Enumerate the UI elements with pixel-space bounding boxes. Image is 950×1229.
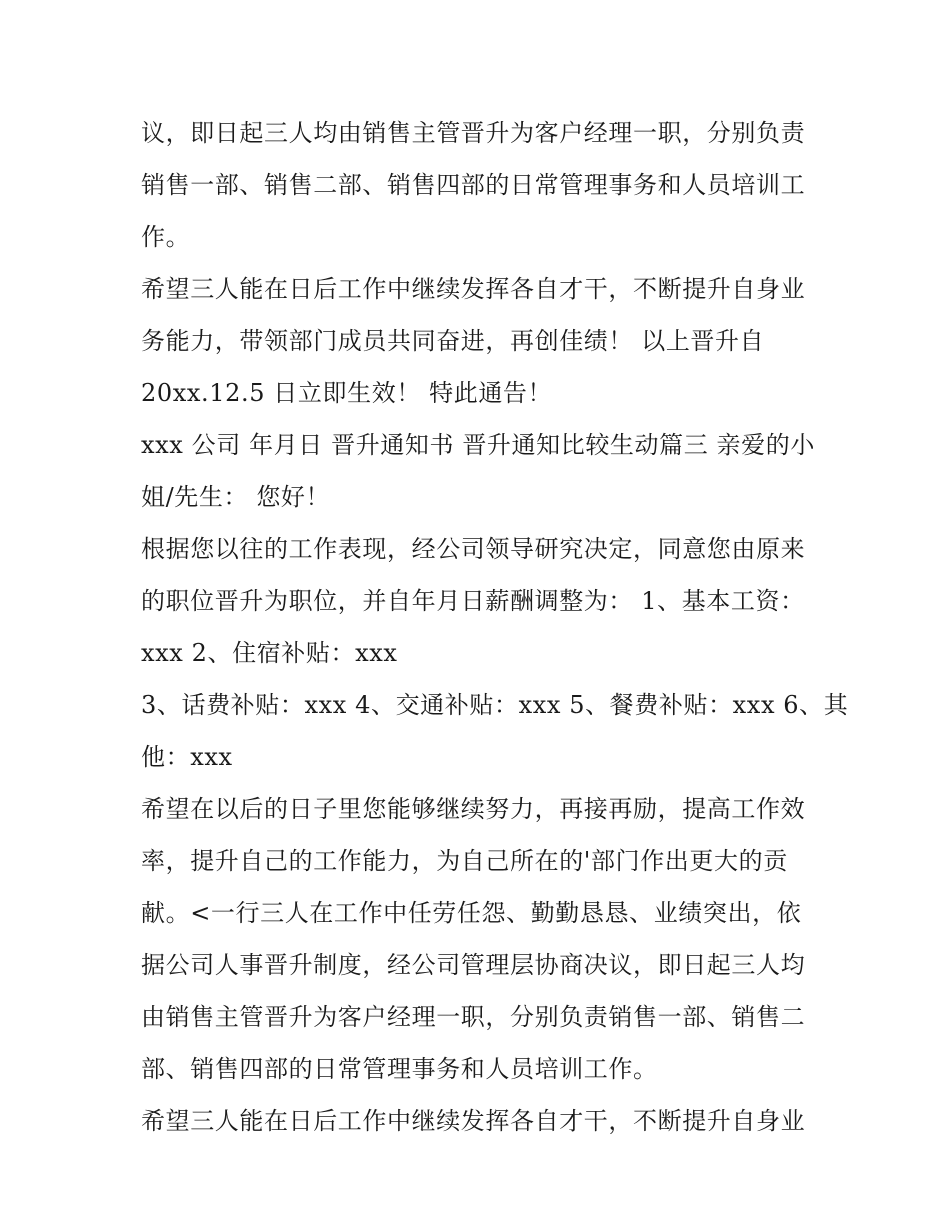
- document-body: [141, 107, 849, 1147]
- text-line: xxx 2、住宿补贴：xxx: [141, 639, 398, 667]
- text-line: 据公司人事晋升制度，经公司管理层协商决议，即日起三人均: [141, 951, 806, 979]
- text-line: 20xx.12.5 日立即生效！ 特此通告！: [141, 379, 553, 407]
- text-line: 献。<一行三人在工作中任劳任怨、勤勤恳恳、业绩突出，依: [141, 899, 802, 927]
- text-line: 姐/先生： 您好！: [141, 483, 331, 511]
- text-line: 销售一部、销售二部、销售四部的日常管理事务和人员培训工: [141, 171, 806, 199]
- text-line: 务能力，带领部门成员共同奋进，再创佳绩！ 以上晋升自: [141, 327, 765, 355]
- text-line: 3、话费补贴：xxx 4、交通补贴：xxx 5、餐费补贴：xxx 6、其: [141, 691, 849, 719]
- text-line: 由销售主管晋升为客户经理一职，分别负责销售一部、销售二: [141, 1003, 806, 1031]
- text-line: 作。: [141, 223, 191, 251]
- text-line: 部、销售四部的日常管理事务和人员培训工作。: [141, 1055, 658, 1083]
- text-line: 希望三人能在日后工作中继续发挥各自才干，不断提升自身业: [141, 1107, 806, 1135]
- text-line: 他：xxx: [141, 743, 233, 771]
- text-line: 率，提升自己的工作能力，为自己所在的'部门作出更大的贡: [141, 847, 788, 875]
- text-line: 希望三人能在日后工作中继续发挥各自才干，不断提升自身业: [141, 275, 806, 303]
- text-line: xxx 公司 年月日 晋升通知书 晋升通知比较生动篇三 亲爱的小: [141, 431, 815, 459]
- text-line: 根据您以往的工作表现，经公司领导研究决定，同意您由原来: [141, 535, 806, 563]
- text-line: 希望在以后的日子里您能够继续努力，再接再励，提高工作效: [141, 795, 806, 823]
- text-line: 的职位晋升为职位，并自年月日薪酬调整为： 1、基本工资：: [141, 587, 805, 615]
- text-line: 议，即日起三人均由销售主管晋升为客户经理一职，分别负责: [141, 119, 806, 147]
